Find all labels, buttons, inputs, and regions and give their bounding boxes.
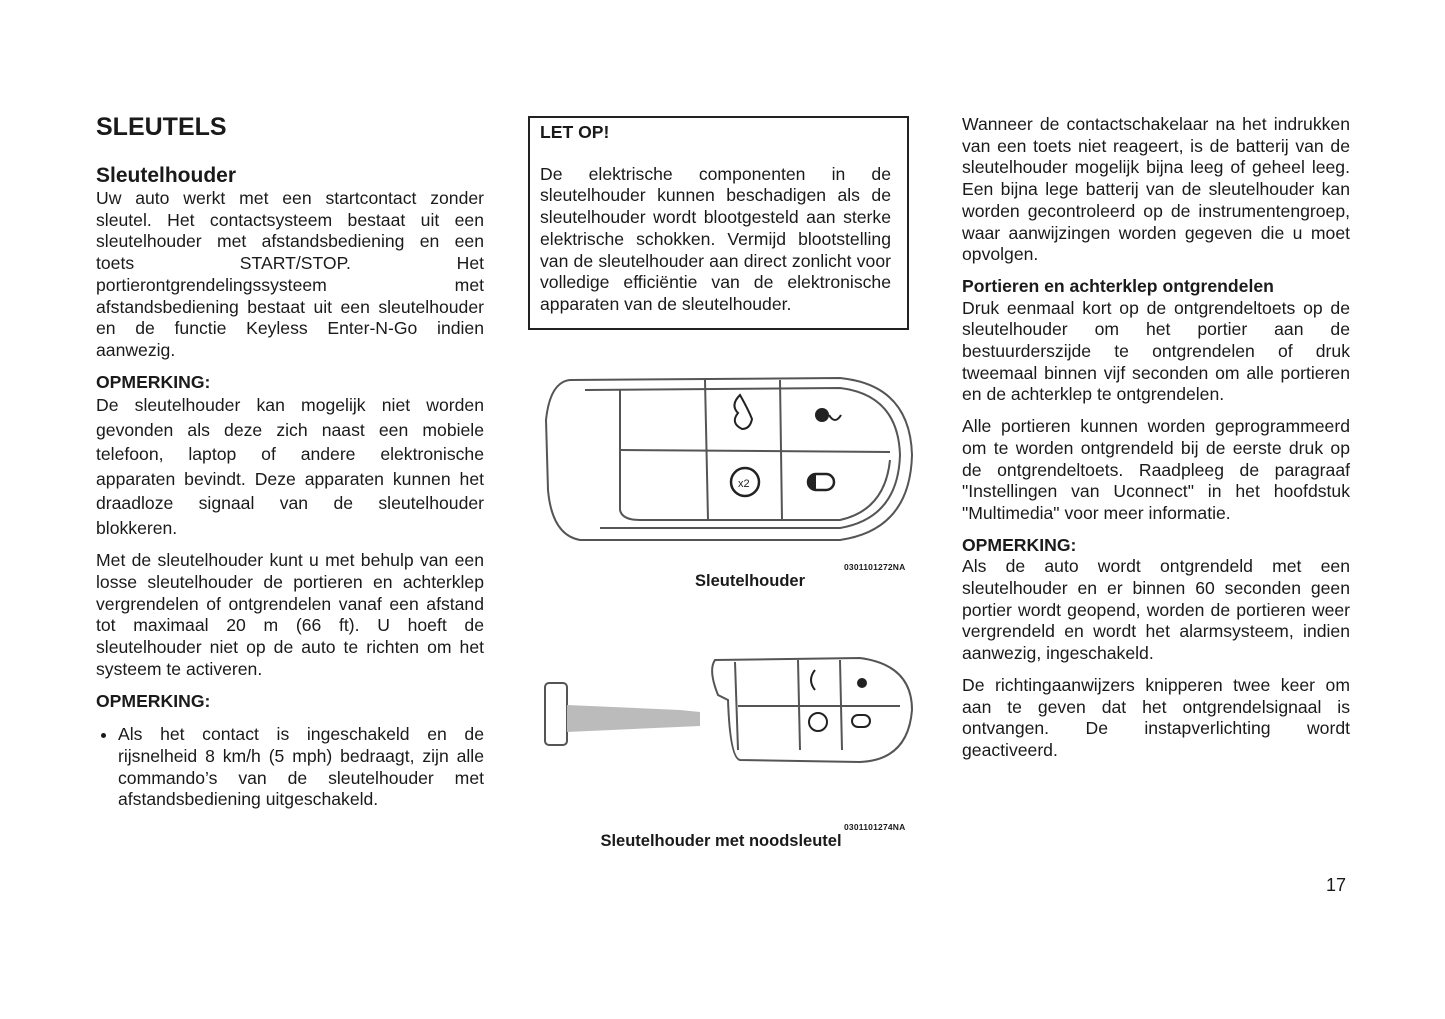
signal-paragraph: De richtingaanwijzers knipperen twee keer om aan te geven dat het ontgrendelsignaal is ontvangen. De instapverlichting wordt geactiveerd.	[962, 674, 1350, 760]
warning-heading: LET OP!	[540, 122, 610, 142]
program-paragraph: Alle portieren kunnen worden geprogrammeerd om te worden ontgrendeld bij de eerste druk op de ontgrendeltoets. Raadpleeg de paragraaf "Instellingen van Uconnect" in het hoofdstuk "Multimedia" voor meer informatie.	[962, 416, 1350, 523]
svg-text:x2: x2	[738, 478, 750, 490]
remote-start-button-icon	[731, 468, 759, 496]
lock-button-icon	[808, 474, 834, 490]
note-heading-3: OPMERKING:	[962, 534, 1077, 555]
unlock-paragraph: Druk eenmaal kort op de ontgrendeltoets op de sleutelhouder om het portier aan de bestuurderszijde te ontgrendelen of druk tweemaal binnen vijf seconden om alle portieren en de achterklep te ontgrendelen.	[962, 297, 1350, 405]
note-list	[96, 724, 484, 811]
emergency-key	[545, 683, 700, 745]
warning-box	[528, 116, 909, 330]
page-number: 17	[1326, 875, 1347, 895]
figure-caption: Sleutelhouder	[694, 572, 805, 590]
note-heading: OPMERKING:	[96, 371, 211, 392]
left-column	[96, 112, 484, 811]
range-paragraph: Met de sleutelhouder kunt u met behulp van een losse sleutelhouder de portieren en achterklep vergrendelen of ontgrendelen vanaf een afstand tot maximaal 20 m (66 ft). U hoeft de sleutelhouder niet op de auto te richten om het systeem te activeren.	[96, 550, 484, 679]
figure-code-2: 0301101274NA	[844, 822, 906, 832]
figure-code: 0301101272NA	[844, 562, 906, 572]
unlock-heading: Portieren en achterklep ontgrendelen	[962, 275, 1274, 296]
subsection-title: Sleutelhouder	[96, 164, 237, 187]
note-bullet: • Als het contact is ingeschakeld en de rijsnelheid 8 km/h (5 mph) bedraagt, zijn alle commando’s van de sleutelhouder met afstandsbediening uitgeschakeld.	[118, 724, 484, 811]
warning-text: De elektrische componenten in de sleutelhouder kunnen beschadigen als de sleutelhouder wordt blootgesteld aan sterke elektrische schokken. Vermijd blootstelling van de sleutelhouder aan direct zonlicht voor volledige efficiëntie van de elektronische apparaten van de sleutelhouder.	[540, 163, 891, 314]
note-text: De sleutelhouder kan mogelijk niet worden gevonden als deze zich naast een mobiele telefoon, laptop of andere elektronische apparaten bevindt. Deze apparaten kunnen het draadloze signaal van de sleutelhouder blokkeren.	[96, 395, 484, 538]
trunk-button-icon	[734, 395, 752, 429]
figure-caption-2: Sleutelhouder met noodsleutel	[600, 832, 842, 850]
battery-paragraph: Wanneer de contactschakelaar na het indrukken van een toets niet reageert, is de batterij van de sleutelhouder mogelijk bijna leeg of geheel leeg. Een bijna lege batterij van de sleutelhouder kan worden gecontroleerd op de instrumentengroep, waar aanwijzingen worden gegeven die u moet opvolgen.	[962, 114, 1350, 265]
relock-paragraph: Als de auto wordt ontgrendeld met een sleutelhouder en er binnen 60 seconden geen portier wordt geopend, worden de portieren weer vergrendeld en wordt het alarmsysteem, indien aanwezig, ingeschakeld.	[962, 556, 1350, 664]
key-fob-with-emergency-key-illustration	[540, 650, 920, 770]
unlock-button-icon	[815, 408, 841, 422]
key-fob-illustration	[540, 370, 920, 550]
section-title: SLEUTELS	[96, 113, 227, 141]
right-column	[962, 114, 1350, 772]
intro-paragraph: Uw auto werkt met een startcontact zonder sleutel. Het contactsysteem bestaat uit een sleutelhouder met afstandsbediening en een toets START/STOP. Het portierontgrendelingssysteem met afstandsbediening bestaat uit een sleutelhouder en de functie Keyless Enter-N-Go indien aanwezig.	[96, 188, 484, 360]
note-heading-2: OPMERKING:	[96, 690, 211, 711]
